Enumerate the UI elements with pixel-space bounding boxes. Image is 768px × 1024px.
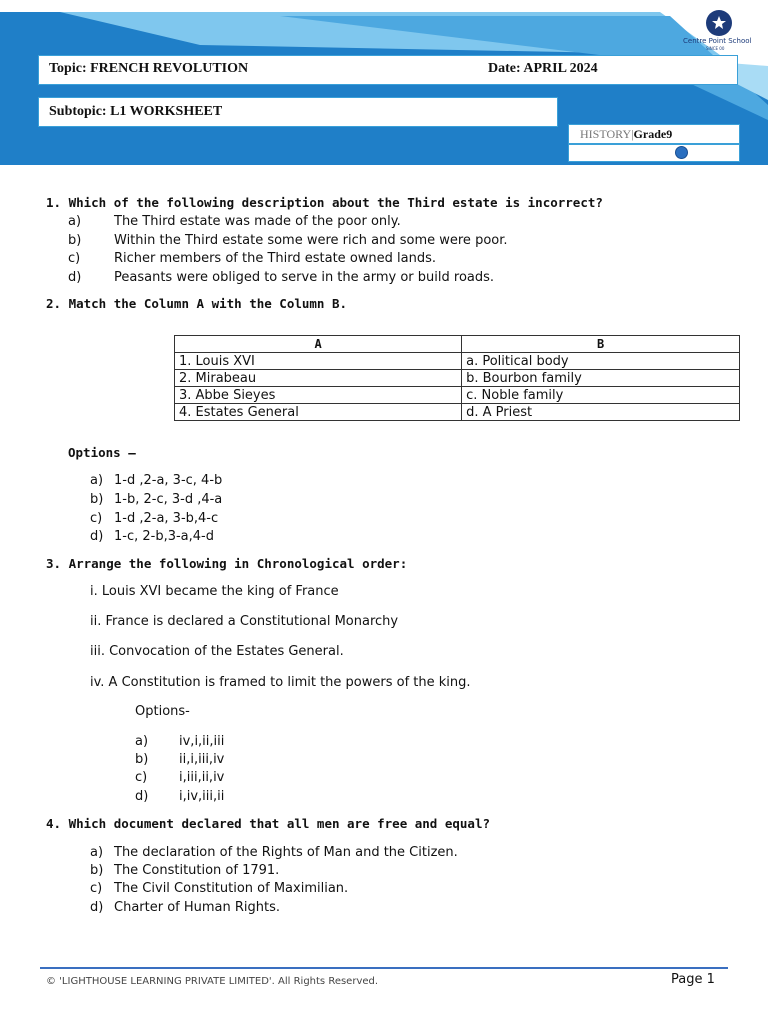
school-sub: SINCE 00 (706, 46, 725, 51)
table-row (175, 370, 740, 387)
question-3: 3. Arrange the following in Chronological order: (46, 556, 408, 571)
footer-divider (40, 967, 728, 969)
q3-option-b: b) ii,i,iii,iv (135, 752, 225, 767)
q4-option-d: d) Charter of Human Rights. (90, 900, 281, 915)
column-a-header: A (175, 336, 462, 353)
q3-option-a: a) iv,i,ii,iii (135, 734, 225, 749)
globe-icon (675, 146, 688, 159)
q3-item-4: iv. A Constitution is framed to limit the powers of the king. (90, 675, 471, 690)
q3-options-label: Options- (135, 704, 190, 719)
q2-option-d: d) 1-c, 2-b,3-a,4-d (90, 529, 214, 544)
subject-grade (580, 127, 672, 142)
table-header-row (175, 336, 740, 353)
q3-item-1: i. Louis XVI became the king of France (90, 584, 339, 599)
q4-option-b: b) The Constitution of 1791. (90, 863, 280, 878)
question-4: 4. Which document declared that all men are free and equal? (46, 816, 491, 831)
date-label: Date: APRIL 2024 (488, 61, 598, 76)
question-1: 1. Which of the following description about the Third estate is incorrect? (46, 195, 603, 210)
q1-option-a: a) The Third estate was made of the poor only. (68, 214, 401, 229)
school-name: Centre Point School (683, 37, 752, 45)
q3-item-3: iii. Convocation of the Estates General. (90, 644, 344, 659)
q4-option-a: a) The declaration of the Rights of Man and the Citizen. (90, 845, 458, 860)
q2-option-c: c) 1-d ,2-a, 3-b,4-c (90, 511, 219, 526)
q1-option-c: c) Richer members of the Third estate owned lands. (68, 251, 436, 266)
table-row (175, 404, 740, 421)
cell-a2: 2. Mirabeau (175, 370, 462, 387)
cell-a3: 3. Abbe Sieyes (175, 387, 462, 404)
q2-option-a: a) 1-d ,2-a, 3-c, 4-b (90, 473, 223, 488)
school-logo-icon (706, 10, 732, 36)
q4-option-c: c) The Civil Constitution of Maximilian. (90, 881, 349, 896)
copyright-text: © 'LIGHTHOUSE LEARNING PRIVATE LIMITED'. All Rights Reserved. (46, 976, 379, 987)
column-b-header: B (462, 336, 740, 353)
grade-label: Grade9 (633, 127, 673, 141)
topic-label: Topic: FRENCH REVOLUTION (49, 61, 249, 76)
table-row (175, 387, 740, 404)
cell-b4: d. A Priest (462, 404, 740, 421)
q1-option-d: d) Peasants were obliged to serve in the army or build roads. (68, 270, 495, 285)
cell-a4: 4. Estates General (175, 404, 462, 421)
q3-option-d: d) i,iv,iii,ii (135, 789, 225, 804)
page-number: Page 1 (671, 972, 715, 987)
star-icon (706, 10, 732, 36)
q1-option-b: b) Within the Third estate some were rich and some were poor. (68, 233, 508, 248)
q3-item-2: ii. France is declared a Constitutional Monarchy (90, 614, 399, 629)
cell-b3: c. Noble family (462, 387, 740, 404)
subject-label: HISTORY (580, 127, 632, 141)
cell-b2: b. Bourbon family (462, 370, 740, 387)
cell-b1: a. Political body (462, 353, 740, 370)
q2-option-b: b) 1-b, 2-c, 3-d ,4-a (90, 492, 223, 507)
subtopic-label: Subtopic: L1 WORKSHEET (49, 104, 223, 119)
q3-option-c: c) i,iii,ii,iv (135, 770, 225, 785)
q2-options-label: Options – (68, 445, 136, 460)
table-row (175, 353, 740, 370)
cell-a1: 1. Louis XVI (175, 353, 462, 370)
icon-box (568, 144, 740, 162)
question-2: 2. Match the Column A with the Column B. (46, 296, 348, 311)
match-table (174, 335, 740, 421)
subject-separator: | (631, 127, 634, 141)
